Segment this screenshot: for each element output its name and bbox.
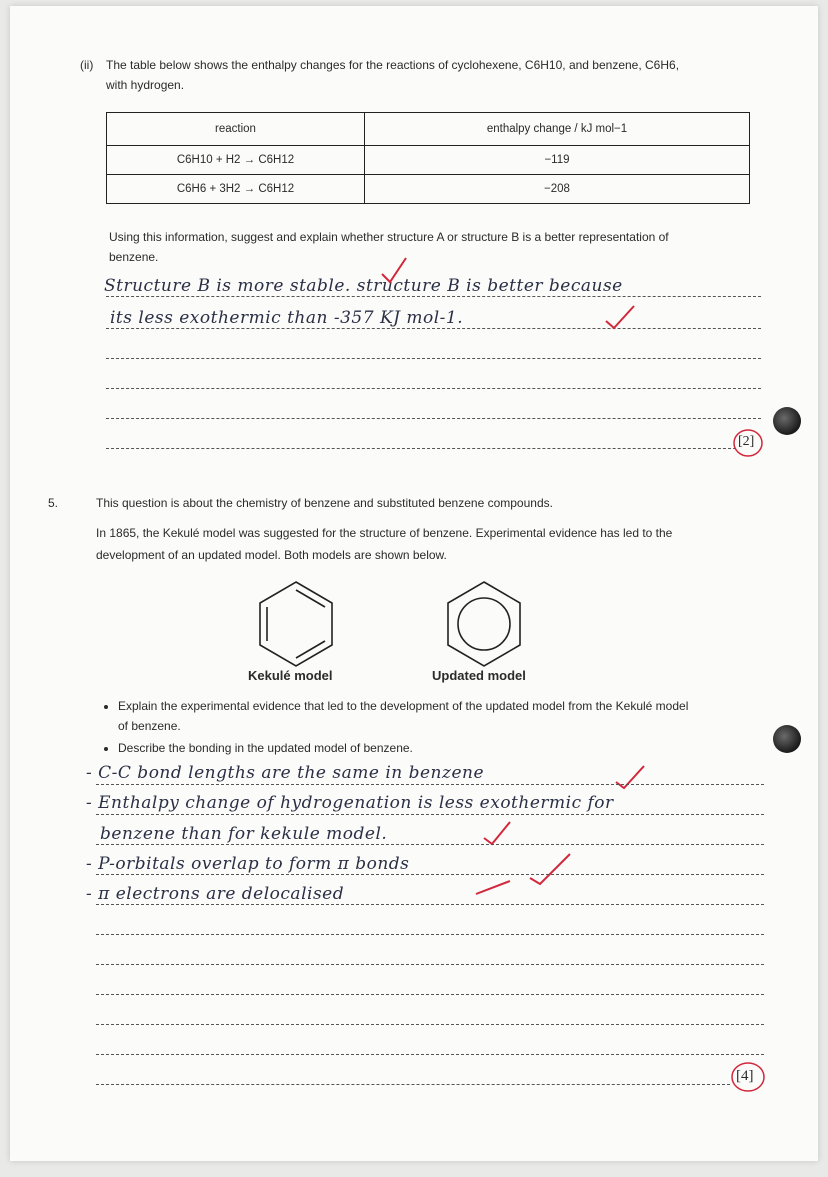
part-label: (ii) — [80, 58, 94, 72]
handwritten-answer-line: Structure B is more stable. structure B is better because — [104, 276, 623, 296]
bullet1-line2: of benzene. — [118, 719, 181, 733]
q4-intro-line2: with hydrogen. — [106, 78, 185, 92]
q4-prompt-line2: benzene. — [109, 250, 159, 264]
question-number: 5. — [48, 496, 59, 510]
cell-reaction: C6H6 + 3H2 → C6H12 — [107, 175, 365, 204]
task-bullets — [100, 696, 788, 760]
bullet-item — [118, 696, 788, 736]
handwritten-answer-line: - C-C bond lengths are the same in benzene — [86, 763, 485, 783]
cell-enthalpy: −208 — [365, 175, 750, 204]
answer-line — [96, 1054, 764, 1055]
marks-q4: [2] — [738, 434, 755, 449]
kekule-label: Kekulé model — [248, 668, 333, 683]
tick-mark — [476, 881, 510, 894]
answer-line — [96, 814, 764, 815]
marks-q5: [4] — [736, 1068, 754, 1084]
kekule-structure — [254, 578, 338, 670]
handwritten-answer-line: benzene than for kekule model. — [100, 824, 388, 844]
answer-line — [96, 904, 764, 905]
handwritten-answer-line: - π electrons are delocalised — [86, 884, 345, 904]
tick-mark — [382, 258, 406, 282]
q4-prompt-line1: Using this information, suggest and explain whether structure A or structure B is a better representation of — [109, 230, 669, 244]
answer-line — [96, 874, 764, 875]
handwritten-answer-line: - Enthalpy change of hydrogenation is less exothermic for — [86, 793, 614, 813]
delocalised-structure — [442, 578, 526, 670]
q5-intro: This question is about the chemistry of benzene and substituted benzene compounds. — [96, 496, 553, 510]
answer-line — [96, 1024, 764, 1025]
handwritten-answer-line: - P-orbitals overlap to form π bonds — [86, 854, 410, 874]
punch-hole — [773, 407, 801, 435]
answer-line — [96, 934, 764, 935]
handwritten-answer-line: its less exothermic than -357 KJ mol-1. — [110, 308, 464, 328]
answer-line — [96, 784, 764, 785]
bullet-item: • Describe the bonding in the updated model of benzene. — [118, 738, 788, 758]
answer-line — [96, 844, 764, 845]
tick-mark — [530, 854, 570, 884]
answer-line — [96, 964, 764, 965]
exam-page — [10, 6, 818, 1161]
col-header-enthalpy: enthalpy change / kJ mol−1 — [365, 113, 750, 146]
tick-mark — [484, 822, 510, 844]
answer-line — [96, 994, 764, 995]
q5-para-line1: In 1865, the Kekulé model was suggested for the structure of benzene. Experimental evidence has led to the — [96, 526, 673, 540]
marking-ticks — [10, 6, 818, 1161]
answer-line — [96, 1084, 730, 1085]
col-header-reaction: reaction — [107, 113, 365, 146]
q5-paragraph — [96, 522, 786, 566]
cell-enthalpy: −119 — [365, 146, 750, 175]
cell-reaction: C6H10 + H2 → C6H12 — [107, 146, 365, 175]
q4-intro-line1: The table below shows the enthalpy changes for the reactions of cyclohexene, C6H10, and benzene, C6H6, — [106, 58, 680, 72]
updated-label: Updated model — [432, 668, 526, 683]
bullet1-line1: • Explain the experimental evidence that led to the development of the updated model from the Kekulé model — [118, 699, 689, 713]
tick-mark — [606, 306, 634, 328]
q5-para-line2: development of an updated model. Both models are shown below. — [96, 548, 447, 562]
